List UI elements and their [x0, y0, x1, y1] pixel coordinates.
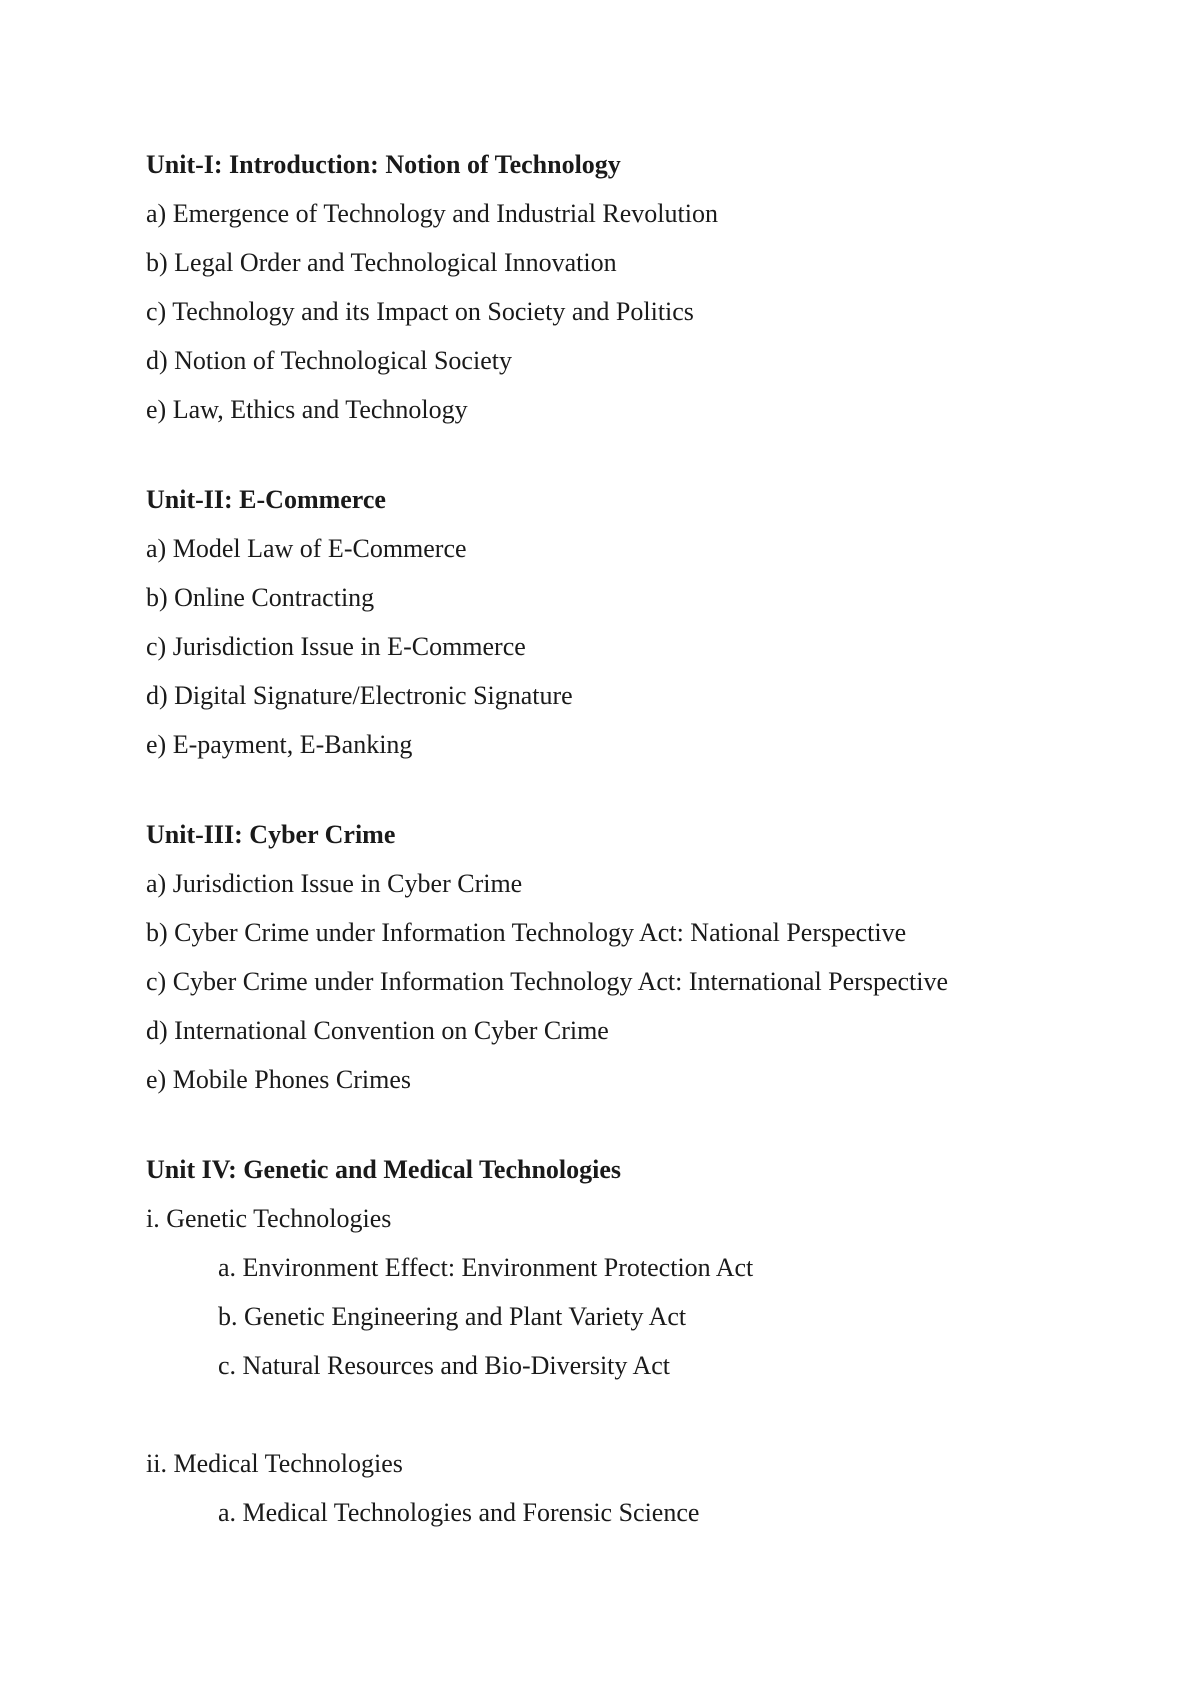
unit-3-item-a: a) Jurisdiction Issue in Cyber Crime: [146, 869, 523, 898]
unit-3-item-e: e) Mobile Phones Crimes: [146, 1065, 412, 1094]
unit-2-title: Unit-II: E-Commerce: [146, 485, 386, 514]
unit-2-item-d: d) Digital Signature/Electronic Signature: [146, 681, 573, 710]
unit-1-item-e: e) Law, Ethics and Technology: [146, 395, 468, 424]
genetic-technologies-heading: i. Genetic Technologies: [146, 1204, 392, 1233]
genetic-subitem-c: c. Natural Resources and Bio-Diversity Act: [218, 1351, 670, 1380]
unit-1: [146, 140, 1146, 434]
genetic-subitem-a: a. Environment Effect: Environment Protection Act: [218, 1253, 754, 1282]
unit-2-item-c: c) Jurisdiction Issue in E-Commerce: [146, 632, 526, 661]
unit-4-title: Unit IV: Genetic and Medical Technologies: [146, 1155, 622, 1184]
unit-1-item-a: a) Emergence of Technology and Industrial Revolution: [146, 199, 718, 228]
genetic-subitem-b: b. Genetic Engineering and Plant Variety Act: [218, 1302, 687, 1331]
unit-4: [146, 1145, 1146, 1537]
unit-2-item-b: b) Online Contracting: [146, 583, 375, 612]
unit-1-title: Unit-I: Introduction: Notion of Technology: [146, 150, 621, 179]
unit-2-item-e: e) E-payment, E-Banking: [146, 730, 413, 759]
unit-2-item-a: a) Model Law of E-Commerce: [146, 534, 467, 563]
unit-3-item-b: b) Cyber Crime under Information Technology Act: National Perspective: [146, 918, 907, 947]
unit-2: [146, 475, 1146, 769]
unit-1-item-d: d) Notion of Technological Society: [146, 346, 512, 375]
medical-subitem-a: a. Medical Technologies and Forensic Science: [218, 1498, 700, 1527]
genetic-technologies-group: [146, 1194, 1146, 1390]
unit-1-item-b: b) Legal Order and Technological Innovation: [146, 248, 617, 277]
medical-technologies-heading: ii. Medical Technologies: [146, 1449, 403, 1478]
unit-3-title: Unit-III: Cyber Crime: [146, 820, 396, 849]
unit-3-item-d: d) International Convention on Cyber Crime: [146, 1016, 609, 1045]
unit-1-item-c: c) Technology and its Impact on Society and Politics: [146, 297, 694, 326]
unit-3: [146, 810, 1146, 1104]
medical-technologies-group: [146, 1439, 1146, 1537]
unit-3-item-c: c) Cyber Crime under Information Technology Act: International Perspective: [146, 967, 949, 996]
syllabus-page: [146, 140, 1146, 1537]
